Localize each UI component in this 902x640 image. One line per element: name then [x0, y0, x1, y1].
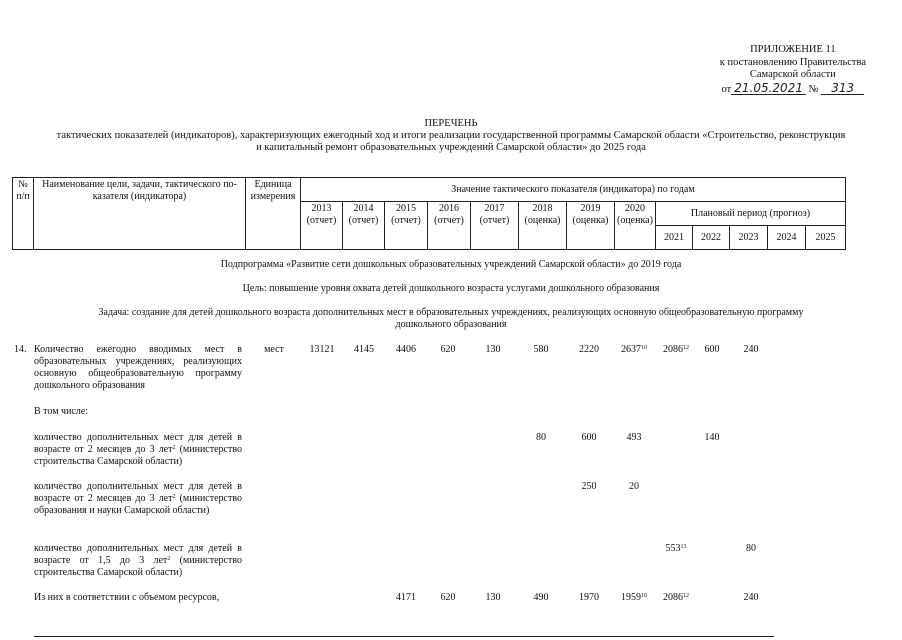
row-b-2019: 250 [581, 481, 597, 492]
annex-line-3: Самарской области [749, 69, 836, 80]
header-year-2020: 2020 (оценка) [615, 202, 656, 250]
goal-line: Цель: повышение уровня охвата детей дошкольного возраста услугами дошкольного образования [242, 283, 660, 294]
header-year-2018: 2018 (оценка) [519, 202, 567, 250]
header-year-2016: 2016 (отчет) [428, 202, 471, 250]
number-label: № [808, 83, 819, 95]
row-a-2019: 600 [581, 432, 597, 443]
row-14-unit: мест [264, 344, 284, 355]
row-d-2020: 1959$^{10}$ [621, 592, 647, 603]
row-c-indicator: количество дополнительных мест для детей в возрасте от 1,5 до 3 лет$^2$ (министерство строительства Самарской области) [34, 543, 242, 578]
task-line-1: Задача: создание для детей дошкольного возраста дополнительных мест в образовательных учреждениях, реализующих основную общеобразовательную программу [98, 307, 804, 318]
row-14-2017: 130 [485, 344, 501, 355]
handwritten-number: 313 [821, 82, 864, 95]
annex-date-line [720, 82, 866, 97]
row-14-2021: 2086$^{12}$ [663, 344, 689, 355]
row-d-2016: 620 [440, 592, 456, 603]
row-14-2019: 2220 [579, 344, 599, 355]
row-b-indicator: количество дополнительных мест для детей в возрасте от 2 месяцев до 3 лет$^2$ (министерство образования и науки Самарской области) [34, 481, 243, 516]
row-b-2020: 20 [629, 481, 639, 492]
row-d-2015: 4171 [396, 592, 416, 603]
annex-line-2: к постановлению Правительства [719, 56, 866, 68]
header-year-2025: 2025 [805, 226, 845, 250]
row-14-2020: 2637$^{10}$ [621, 344, 647, 355]
subprogram-title: Подпрограмма «Развитие сети дошкольных образовательных учреждений Самарской области» до 2019 года [220, 259, 682, 270]
row-a-2020: 493 [626, 432, 642, 443]
row-14-2023: 240 [743, 344, 759, 355]
row-c-2023: 80 [746, 543, 756, 554]
header-year-2022: 2022 [692, 226, 729, 250]
handwritten-date: 21.05.2021 [731, 82, 806, 95]
header-year-2014: 2014 (отчет) [343, 202, 385, 250]
row-14-2013: 13121 [309, 344, 335, 355]
including-label: В том числе: [34, 406, 89, 417]
row-14-indicator: Количество ежегодно вводимых мест в образовательных учреждениях, реализующих основную общеобразовательную программу дошкольного образования [34, 344, 242, 391]
from-label: от [721, 83, 732, 95]
annex-title: ПРИЛОЖЕНИЕ 11 [750, 44, 836, 55]
header-number: № п/п [13, 178, 34, 250]
header-year-2019: 2019 (оценка) [567, 202, 615, 250]
header-year-2015: 2015 (отчет) [385, 202, 428, 250]
row-c-2021: $553^{13}$ [665, 543, 687, 554]
row-14-2022: 600 [704, 344, 720, 355]
row-d-2021: 2086$^{12}$ [663, 592, 689, 603]
row-14-2016: 620 [440, 344, 456, 355]
indicators-table-header [12, 177, 846, 250]
document-heading: ПЕРЕЧЕНЬ [424, 118, 478, 129]
bottom-divider [34, 636, 774, 637]
header-year-2013: 2013 (отчет) [301, 202, 343, 250]
annex-block [720, 44, 866, 96]
row-a-indicator: количество дополнительных мест для детей в возрасте от 2 месяцев до 3 лет$^2$ (министерство строительства Самарской области) [34, 432, 243, 467]
row-14-number: 14. [14, 344, 27, 355]
task-line-2: дошкольного образования [395, 319, 507, 330]
row-d-2018: 490 [533, 592, 549, 603]
header-plan-period: Плановый период (прогноз) [655, 202, 845, 226]
row-14-2015: 4406 [396, 344, 416, 355]
row-d-2023: 240 [743, 592, 759, 603]
row-d-indicator: Из них в соответствии с объемом ресурсов, [34, 592, 220, 603]
row-d-2019: 1970 [579, 592, 599, 603]
header-values-by-year: Значение тактического показателя (индикатора) по годам [301, 178, 846, 202]
document-title-line-1: тактических показателей (индикаторов), характеризующих ежегодный ход и итоги реализации государственной программы Самарской области «Строительство, реконструкция [56, 130, 846, 141]
header-year-2017: 2017 (отчет) [471, 202, 519, 250]
header-indicator-name: Наименование цели, задачи, тактического по-казателя (индикатора) [34, 178, 246, 250]
header-year-2023: 2023 [729, 226, 767, 250]
row-a-2022: 140 [704, 432, 720, 443]
header-year-2021: 2021 [655, 226, 692, 250]
row-14-2014: 4145 [354, 344, 374, 355]
row-a-2018: 80 [536, 432, 546, 443]
header-year-2024: 2024 [767, 226, 805, 250]
document-title-line-2: и капитальный ремонт образовательных учреждений Самарской области» до 2025 года [256, 142, 646, 153]
row-14-2018: 580 [533, 344, 549, 355]
header-unit: Единица измерения [246, 178, 301, 250]
row-d-2017: 130 [485, 592, 501, 603]
